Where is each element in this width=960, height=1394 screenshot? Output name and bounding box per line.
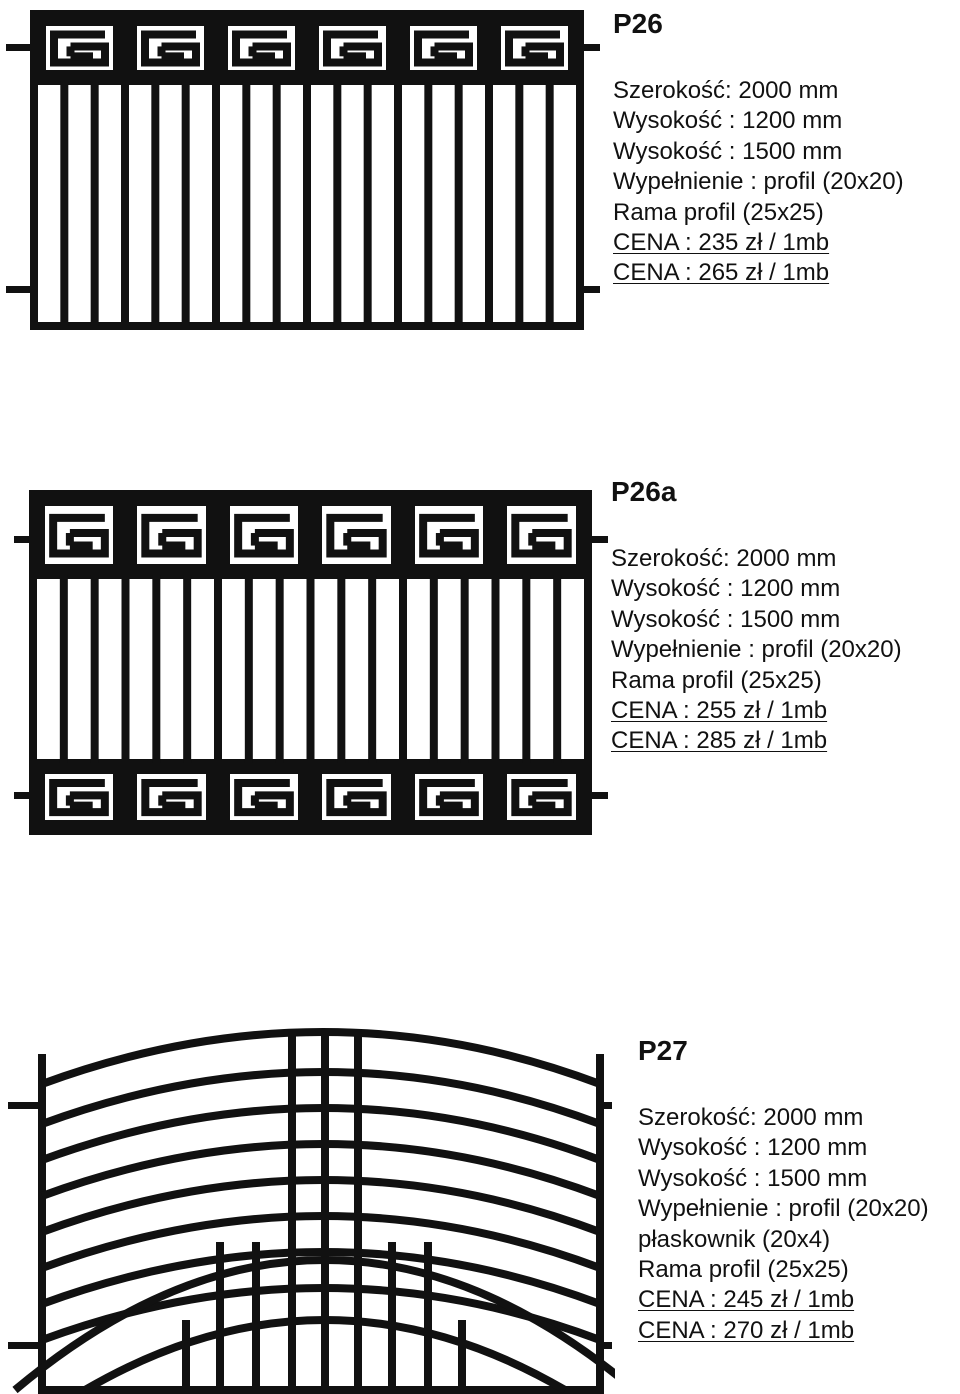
spec-height-1: Wysokość : 1200 mm [613,107,843,135]
spec-flatbar: płaskownik (20x4) [638,1225,831,1253]
greek-key-ornament [503,502,580,568]
greek-key-ornament [226,502,302,568]
price-1: CENA : 255 zł / 1mb [611,697,828,725]
greek-key-ornament [497,22,572,74]
spec-height-2: Wysokość : 1500 mm [613,137,843,165]
spec-height-1: Wysokość : 1200 mm [611,575,841,603]
greek-key-ornament [318,770,395,824]
spec-block-p27 [638,1037,929,1346]
spec-width: Szerokość: 2000 mm [613,77,839,104]
greek-key-ornament [406,22,481,74]
price-2: CENA : 285 zł / 1mb [611,727,828,755]
product-code: P27 [638,1035,688,1066]
fence-drawing-p26 [0,0,600,340]
spec-width: Szerokość: 2000 mm [611,545,837,572]
price-1: CENA : 245 zł / 1mb [638,1286,855,1314]
spec-block-p26 [613,10,904,289]
price-2: CENA : 270 zł / 1mb [638,1316,855,1344]
greek-key-ornament [133,22,208,74]
spec-infill: Wypełnienie : profil (20x20) [638,1195,929,1223]
greek-key-ornament [226,770,302,824]
spec-height-2: Wysokość : 1500 mm [611,605,841,633]
spec-width: Szerokość: 2000 mm [638,1104,864,1131]
fence-drawing-p26a [0,480,610,840]
spec-height-2: Wysokość : 1500 mm [638,1164,868,1192]
greek-key-ornament [411,502,487,568]
greek-key-ornament [318,502,395,568]
price-2: CENA : 265 zł / 1mb [613,259,830,287]
price-1: CENA : 235 zł / 1mb [613,229,830,257]
greek-key-ornament [224,22,299,74]
greek-key-ornament [315,22,390,74]
greek-key-ornament [41,502,117,568]
spec-height-1: Wysokość : 1200 mm [638,1134,868,1162]
greek-key-ornament [133,502,210,568]
greek-key-ornament [411,770,487,824]
greek-key-ornament [133,770,210,824]
spec-infill: Wypełnienie : profil (20x20) [613,168,904,196]
spec-frame: Rama profil (25x25) [638,1256,849,1284]
spec-block-p26a [611,478,902,757]
fence-drawing-p27 [0,1020,615,1394]
greek-key-ornament [42,22,117,74]
greek-key-ornament [41,770,117,824]
spec-infill: Wypełnienie : profil (20x20) [611,636,902,664]
product-code: P26a [611,476,677,507]
spec-frame: Rama profil (25x25) [613,198,824,226]
product-code: P26 [613,8,663,39]
spec-frame: Rama profil (25x25) [611,666,822,694]
greek-key-ornament [503,770,580,824]
